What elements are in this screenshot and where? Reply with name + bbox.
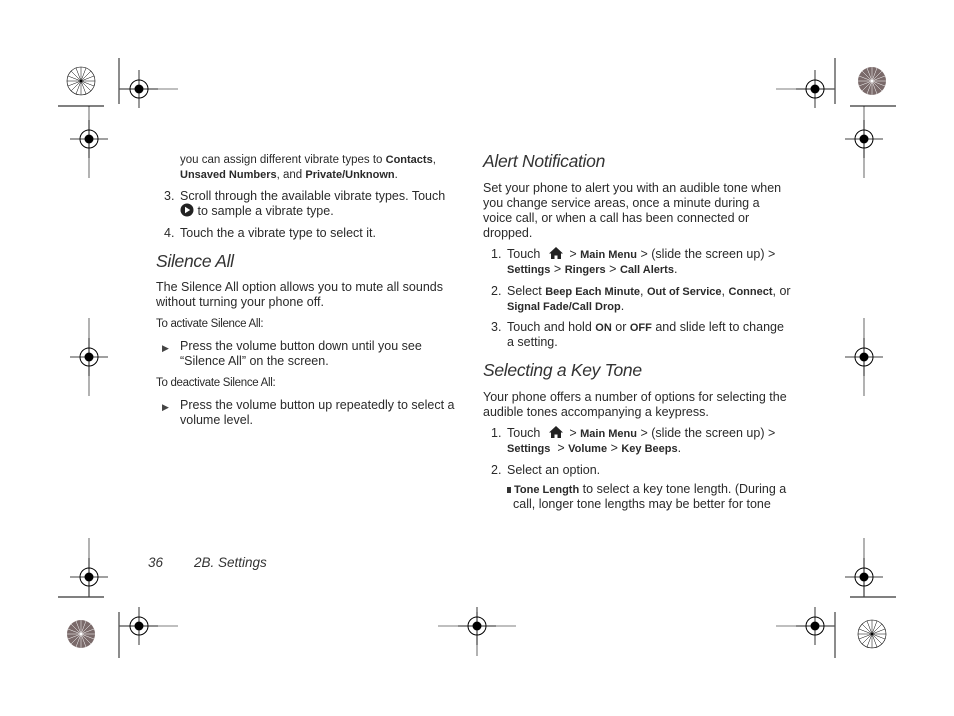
step-number: 1.: [491, 247, 502, 261]
triangle-bullet-icon: ▶: [162, 343, 169, 353]
section-heading-key-tone: Selecting a Key Tone: [483, 360, 642, 380]
step-number: 2.: [491, 284, 502, 298]
step-3-line-2: to sample a vibrate type.: [180, 204, 334, 219]
square-bullet-icon: [507, 487, 511, 493]
activate-bullet-line-1: Press the volume button down until you see: [180, 339, 422, 353]
alert-paragraph-line-4: dropped.: [483, 226, 533, 240]
alert-step-2-line-2: Signal Fade/Call Drop.: [507, 299, 625, 313]
key-step-1-line-1: Touch > Main Menu > (slide the screen up) >: [507, 426, 776, 440]
triangle-bullet-icon: ▶: [162, 402, 169, 412]
starburst-icon-tr: [858, 67, 886, 95]
deactivate-label: To deactivate Silence All:: [156, 377, 276, 389]
starburst-icon-bl: [67, 620, 95, 648]
alert-step-2-line-1: Select Beep Each Minute, Out of Service, Connect, or: [507, 284, 791, 298]
alert-paragraph-line-1: Set your phone to alert you with an audible tone when: [483, 181, 782, 195]
alert-step-1-line-2: Settings > Ringers > Call Alerts.: [507, 262, 678, 276]
key-step-1-line-2: Settings > Volume > Key Beeps.: [507, 441, 682, 455]
step-number: 4.: [164, 226, 175, 240]
step-3-line-1: Scroll through the available vibrate types. Touch: [180, 189, 446, 203]
step-number: 2.: [491, 463, 502, 477]
key-paragraph-line-2: audible tones accompanying a keypress.: [483, 405, 709, 419]
step-number: 3.: [491, 320, 502, 334]
continuation-line-2: Unsaved Numbers, and Private/Unknown.: [180, 169, 398, 181]
starburst-icon-tl: [67, 67, 95, 95]
play-circle-icon: [180, 203, 194, 217]
tone-length-line-1: Tone Length to select a key tone length. (During a: [507, 482, 786, 498]
key-step-2-text: Select an option.: [507, 463, 601, 477]
continuation-line-1: you can assign different vibrate types to Contacts,: [180, 154, 436, 166]
step-number: 1.: [491, 426, 502, 440]
page-number: 36: [148, 555, 164, 570]
section-footer: 2B. Settings: [194, 555, 267, 570]
home-icon: [548, 246, 564, 260]
section-heading-alert-notification: Alert Notification: [483, 151, 606, 171]
alert-step-3-line-1: Touch and hold ON or OFF and slide left to change: [507, 320, 784, 334]
alert-paragraph-line-3: voice call, or when a call has been connected or: [483, 211, 750, 225]
activate-label: To activate Silence All:: [156, 318, 264, 330]
step-4-text: Touch the a vibrate type to select it.: [180, 226, 376, 240]
alert-step-1-line-1: Touch > Main Menu > (slide the screen up) >: [507, 247, 776, 261]
deactivate-bullet-line-2: volume level.: [180, 413, 253, 427]
home-icon: [548, 425, 564, 439]
activate-bullet-line-2: “Silence All” on the screen.: [180, 354, 329, 368]
silence-paragraph-line-1: The Silence All option allows you to mute all sounds: [156, 280, 443, 294]
key-paragraph-line-1: Your phone offers a number of options for selecting the: [483, 390, 787, 404]
alert-paragraph-line-2: you change service areas, once a minute during a: [483, 196, 760, 210]
deactivate-bullet-line-1: Press the volume button up repeatedly to select a: [180, 398, 455, 412]
tone-length-line-2: call, longer tone lengths may be better for tone: [513, 497, 771, 511]
alert-step-3-line-2: a setting.: [507, 335, 558, 349]
starburst-icon-br: [858, 620, 886, 648]
section-heading-silence-all: Silence All: [156, 251, 234, 271]
step-number: 3.: [164, 189, 175, 203]
silence-paragraph-line-2: without turning your phone off.: [156, 295, 324, 309]
